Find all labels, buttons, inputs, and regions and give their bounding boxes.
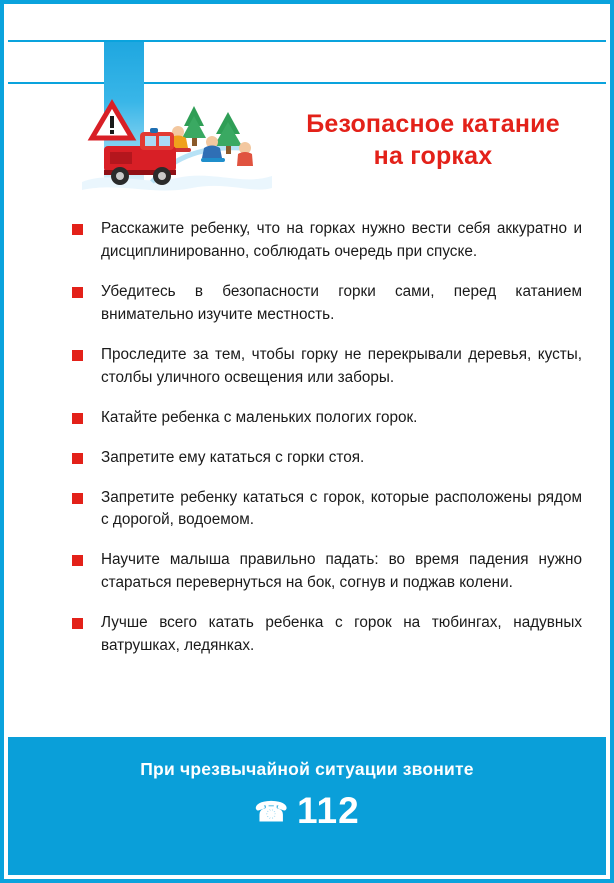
emergency-phone-number: 112: [296, 790, 360, 831]
list-item-text: Проследите за тем, чтобы горку не перекрывали деревья, кусты, столбы уличного освещения или заборы.: [101, 345, 582, 386]
bullet-square-icon: [72, 224, 83, 235]
phone-handset-icon: ☎: [254, 796, 289, 827]
list-item: [72, 612, 582, 658]
emergency-footer: [8, 737, 606, 875]
list-item-text: Убедитесь в безопасности горки сами, перед катанием внимательно изучите местность.: [101, 282, 582, 323]
illustration-children-sledding: [82, 86, 272, 206]
list-item: [72, 344, 582, 390]
list-item-text: Расскажите ребенку, что на горках нужно вести себя аккуратно и дисциплинированно, соблюдать очередь при спуске.: [101, 220, 582, 260]
list-item-text: Запретите ребенку кататься с горок, которые расположены рядом с дорогой, водоемом.: [101, 488, 582, 529]
list-item-text: Научите малыша правильно падать: во время падения нужно стараться перевернуться на бок, согнув и поджав колени.: [101, 551, 582, 592]
list-item: [72, 407, 582, 430]
bullet-square-icon: [72, 350, 83, 361]
warning-sign-icon: [92, 104, 132, 138]
list-item-text: Катайте ребенка с маленьких пологих горок.: [101, 408, 418, 426]
top-divider-1: [8, 40, 606, 42]
page-title-line-1: Безопасное катание: [306, 110, 560, 138]
bullet-square-icon: [72, 453, 83, 464]
safety-tips-list: [72, 218, 582, 675]
list-item: [72, 447, 582, 470]
page-title-line-2: на горках: [373, 142, 493, 170]
bullet-square-icon: [72, 413, 83, 424]
top-divider-2: [8, 82, 606, 84]
list-item: [72, 281, 582, 327]
list-item-text: Запретите ему кататься с горки стоя.: [101, 448, 365, 466]
page-title: [274, 108, 592, 172]
list-item-text: Лучше всего катать ребенка с горок на тюбингах, надувных ватрушках, ледянках.: [101, 614, 582, 655]
list-item: [72, 218, 582, 264]
bullet-square-icon: [72, 555, 83, 566]
bullet-square-icon: [72, 287, 83, 298]
list-item: [72, 549, 582, 595]
list-item: [72, 487, 582, 533]
bullet-square-icon: [72, 618, 83, 629]
bullet-square-icon: [72, 493, 83, 504]
emergency-phone: [8, 790, 606, 832]
emergency-footer-text: При чрезвычайной ситуации звоните: [140, 759, 474, 779]
